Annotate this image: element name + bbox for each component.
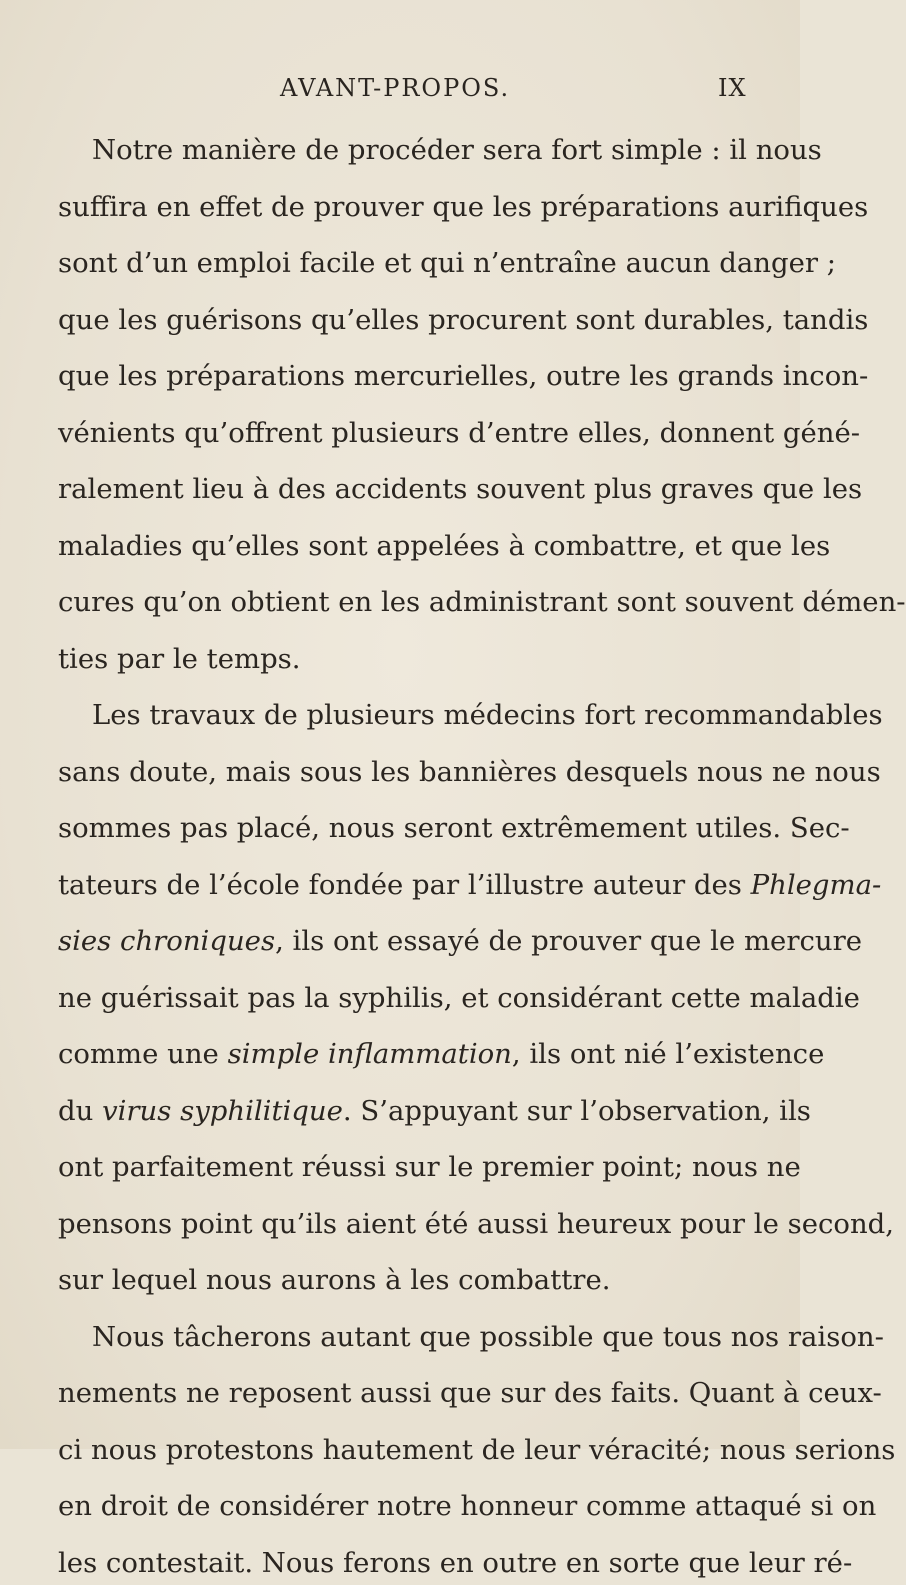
text-line: nements ne reposent aussi que sur des faits. Quant à ceux-	[58, 1377, 882, 1409]
text-line: en droit de considérer notre honneur comme attaqué si on	[58, 1490, 877, 1522]
text-line: pensons point qu’ils aient été aussi heureux pour le second,	[58, 1207, 895, 1240]
emphasis-italic: simple inflammation	[227, 1038, 512, 1070]
page-header	[0, 74, 800, 114]
text-line: Les travaux de plusieurs médecins fort recommandables	[92, 699, 883, 731]
text-line: les contestait. Nous ferons en outre en sorte que leur ré-	[58, 1546, 853, 1579]
text-line	[58, 1032, 825, 1076]
page-number: IX	[718, 74, 747, 102]
text-line: que les préparations mercurielles, outre les grands incon-	[58, 360, 869, 392]
running-head: AVANT-PROPOS.	[280, 74, 511, 102]
text-line: Notre manière de procéder sera fort simple : il nous	[92, 134, 822, 166]
text-line: sommes pas placé, nous seront extrêmement utiles. Sec-	[58, 812, 850, 844]
text-run: , ils ont nié l’existence	[511, 1038, 825, 1070]
text-run: du	[58, 1094, 103, 1127]
text-run: . S’appuyant sur l’observation, ils	[342, 1094, 811, 1127]
text-line	[58, 919, 863, 963]
emphasis-italic: virus syphilitique	[102, 1094, 343, 1127]
text-line: que les guérisons qu’elles procurent sont durables, tandis	[58, 303, 869, 336]
text-run: comme une	[58, 1038, 228, 1070]
book-title-italic: sies chroniques	[58, 925, 276, 957]
text-line: sur lequel nous aurons à les combattre.	[58, 1264, 611, 1296]
text-line: suffira en effet de prouver que les préparations aurifiques	[58, 190, 869, 223]
text-line: ne guérissait pas la syphilis, et considérant cette maladie	[58, 981, 860, 1014]
text-run: , ils ont essayé de prouver que le mercure	[275, 925, 863, 957]
text-line: sont d’un emploi facile et qui n’entraîne aucun danger ;	[58, 247, 836, 279]
text-line: Nous tâcherons autant que possible que tous nos raison-	[92, 1320, 884, 1353]
text-line: vénients qu’offrent plusieurs d’entre elles, donnent géné-	[58, 416, 861, 449]
text-line: cures qu’on obtient en les administrant sont souvent démen-	[58, 586, 906, 618]
text-run: tateurs de l’école fondée par l’illustre auteur des	[58, 868, 751, 901]
text-line: ont parfaitement réussi sur le premier point; nous ne	[58, 1151, 801, 1183]
text-line: maladies qu’elles sont appelées à combattre, et que les	[58, 529, 831, 562]
text-line	[58, 1089, 811, 1133]
book-title-italic: Phlegma-	[750, 868, 882, 901]
text-line: sans doute, mais sous les bannières desquels nous ne nous	[58, 755, 881, 788]
text-line: ralement lieu à des accidents souvent plus graves que les	[58, 473, 863, 505]
text-line: ci nous protestons hautement de leur véracité; nous serions	[58, 1433, 896, 1466]
text-line: ties par le temps.	[58, 642, 301, 675]
text-line	[58, 863, 882, 907]
